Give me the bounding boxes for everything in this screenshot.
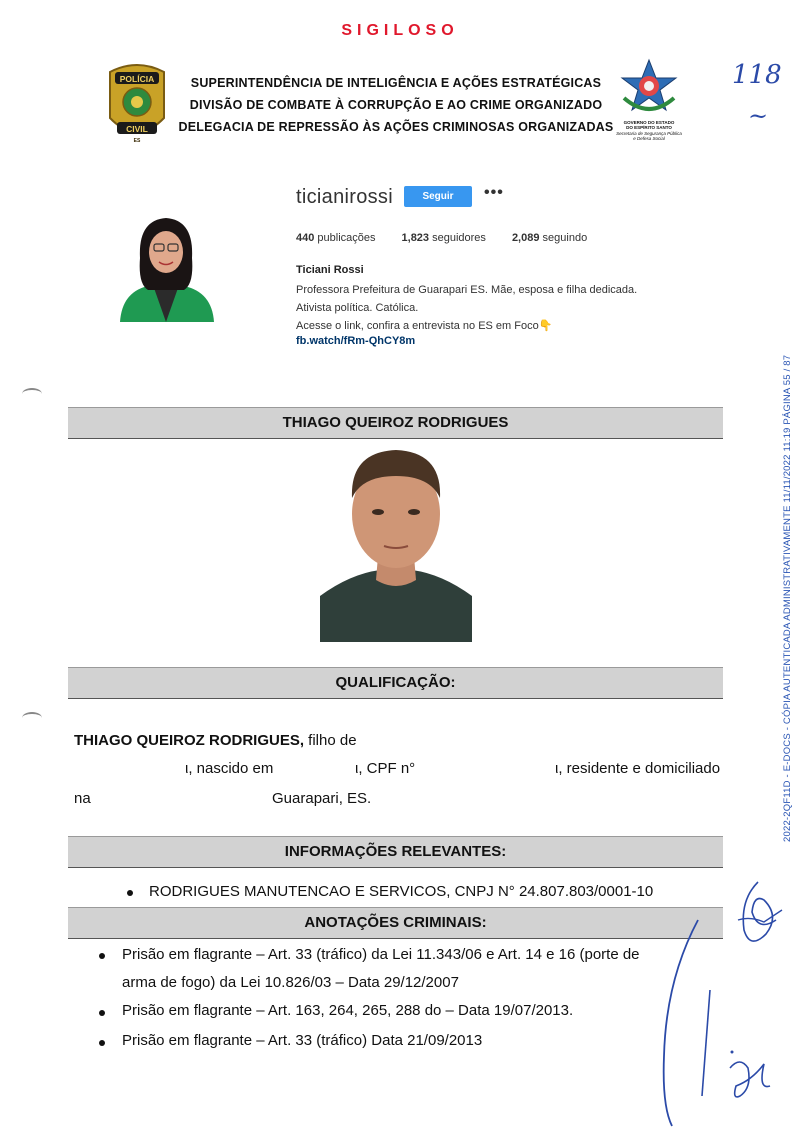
subject-name-bar: THIAGO QUEIROZ RODRIGUES (68, 407, 723, 439)
following-count[interactable]: 2,089 seguindo (511, 232, 588, 244)
classification-label: SIGILOSO (341, 22, 459, 39)
punch-hole-mark (22, 712, 42, 724)
qualification-bar: QUALIFICAÇÃO: (68, 667, 723, 699)
qualification-residence: ι, residente e domiciliado (555, 760, 721, 777)
gov-logo-line-4: e Defesa Social (633, 136, 665, 141)
instagram-username: ticianirossi (296, 186, 393, 208)
bio-line-2: Ativista política. Católica. (296, 302, 419, 314)
qualification-birth: ι, nascido em (185, 760, 274, 777)
agency-header (176, 72, 616, 138)
handwritten-page-number: 118 (732, 60, 782, 90)
qualification-city: Guarapari, ES. (272, 790, 372, 807)
criminal-item-1-line-1: Prisão em flagrante – Art. 33 (tráfico) da Lei 11.343/06 e Art. 14 e 16 (porte de (122, 946, 640, 963)
handwritten-signatures (640, 860, 790, 1130)
relevant-info-bar: INFORMAÇÕES RELEVANTES: (68, 836, 723, 868)
svg-text:CIVIL: CIVIL (126, 124, 148, 134)
follow-button[interactable]: Seguir (404, 186, 472, 207)
header-line-1: SUPERINTENDÊNCIA DE INTELIGÊNCIA E AÇÕES ESTRATÉGICAS (190, 76, 602, 90)
instagram-stats (296, 232, 587, 244)
relevant-item-1: RODRIGUES MANUTENCAO E SERVICOS, CNPJ N° 24.807.803/0001-10 (149, 883, 654, 900)
gov-logo-line-3: Secretaria de Segurança Pública (616, 131, 682, 136)
bullet (99, 1040, 105, 1046)
punch-hole-mark (22, 388, 42, 400)
more-options-icon[interactable]: ••• (484, 184, 504, 201)
qualification-cpf: ι, CPF n° (355, 760, 416, 777)
bullet (127, 890, 133, 896)
posts-count: 440 publicações (296, 232, 376, 244)
header-line-2: DIVISÃO DE COMBATE À CORRUPÇÃO E AO CRIME ORGANIZADO (189, 98, 603, 112)
criminal-item-3: Prisão em flagrante – Art. 33 (tráfico) Data 21/09/2013 (122, 1032, 483, 1049)
followers-count[interactable]: 1,823 seguidores (401, 232, 486, 244)
criminal-item-2: Prisão em flagrante – Art. 163, 264, 265, 288 do – Data 19/07/2013. (122, 1002, 574, 1019)
gov-logo-line-2: DO ESPÍRITO SANTO (626, 125, 672, 130)
instagram-bio (296, 281, 696, 335)
profile-avatar (114, 210, 218, 322)
bullet (99, 953, 105, 959)
police-badge-logo (106, 62, 168, 146)
gov-logo-line-1: GOVERNO DO ESTADO (623, 120, 675, 125)
government-es-logo (616, 58, 682, 150)
svg-text:POLÍCIA: POLÍCIA (119, 74, 155, 84)
handwritten-mark: ~ (748, 102, 769, 130)
header-line-3: DELEGACIA DE REPRESSÃO ÀS AÇÕES CRIMINOSAS ORGANIZADAS (178, 120, 614, 134)
subject-photo (320, 446, 472, 642)
criminal-records-bar: ANOTAÇÕES CRIMINAIS: (68, 907, 723, 939)
bullet (99, 1010, 105, 1016)
qualification-line-1: THIAGO QUEIROZ RODRIGUES, filho de (74, 732, 357, 749)
svg-text:ES: ES (133, 138, 141, 144)
bio-line-1: Professora Prefeitura de Guarapari ES. Mãe, esposa e filha dedicada. (296, 284, 638, 296)
qualification-address-prefix: na (74, 790, 91, 807)
subject-name: THIAGO QUEIROZ RODRIGUES, (74, 732, 305, 749)
criminal-item-1-line-2: arma de fogo) da Lei 10.826/03 – Data 29/12/2007 (122, 974, 459, 991)
bio-line-3: Acesse o link, confira a entrevista no ES em Foco👇 (296, 320, 553, 332)
instagram-bio-link[interactable]: fb.watch/fRm-QhCY8m (296, 335, 416, 347)
instagram-display-name: Ticiani Rossi (296, 264, 364, 276)
authentication-stamp: 2022-2QF11D - E-DOCS - CÓPIA AUTENTICADA ADMINISTRATIVAMENTE 11/11/2022 11:19 PÁGINA 55 / 87 (782, 354, 793, 842)
